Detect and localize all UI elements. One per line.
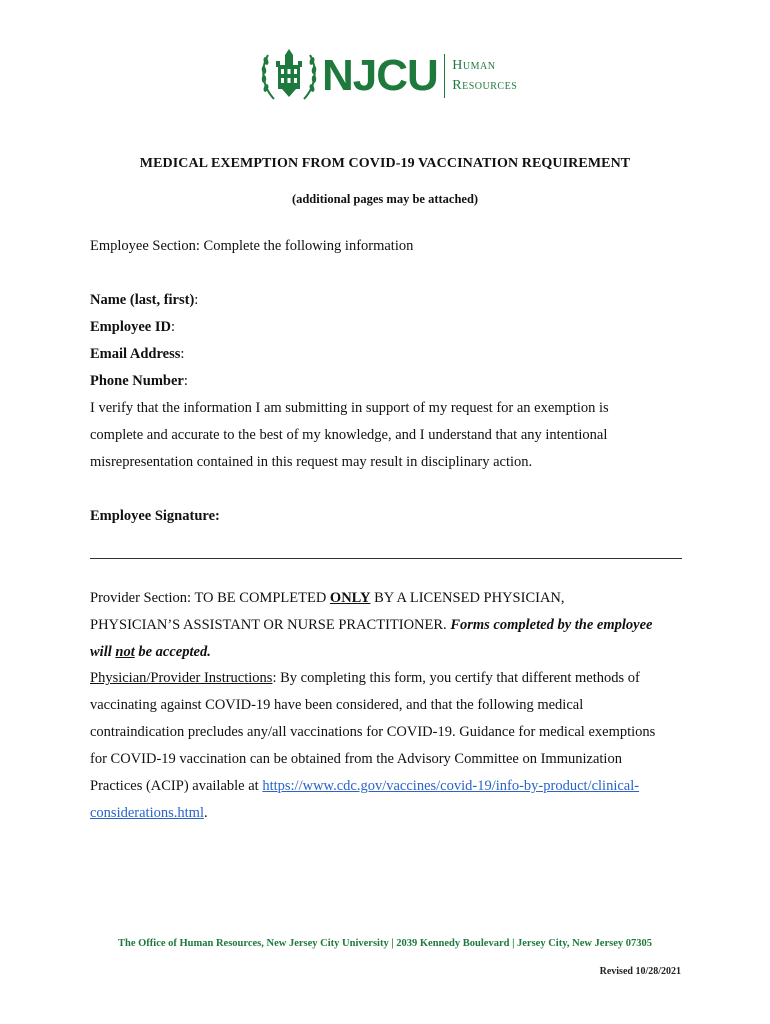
verify-text-line2: complete and accurate to the best of my knowledge, and I understand that any intentional bbox=[90, 427, 608, 443]
cdc-guidance-link[interactable]: https://www.cdc.gov/vaccines/covid-19/info-by-product/clinical- bbox=[262, 778, 640, 794]
logo-unit-name bbox=[452, 56, 517, 96]
email-field[interactable] bbox=[90, 346, 184, 363]
verify-text-line3: misrepresentation contained in this request may result in disciplinary action. bbox=[90, 454, 533, 470]
logo-unit-line1: Human bbox=[452, 58, 496, 73]
employee-id-colon: : bbox=[170, 319, 175, 335]
provider-line1-pre: Provider Section: TO BE COMPLETED bbox=[90, 590, 330, 606]
form-title: MEDICAL EXEMPTION FROM COVID-19 VACCINATION REQUIREMENT bbox=[139, 156, 631, 171]
name-colon: : bbox=[194, 292, 199, 308]
njcu-hr-logo bbox=[258, 44, 517, 108]
logo-unit-line2: Resources bbox=[452, 78, 518, 93]
provider-instructions-label: Physician/Provider Instructions bbox=[90, 670, 273, 686]
employee-id-label: Employee ID bbox=[90, 319, 171, 335]
phone-label: Phone Number bbox=[90, 373, 184, 389]
provider-instructions-line5 bbox=[90, 778, 639, 795]
provider-section-line3 bbox=[90, 644, 211, 661]
provider-line3-b: be accepted. bbox=[134, 644, 211, 660]
provider-only-emphasis: ONLY bbox=[329, 590, 371, 606]
page-footer: The Office of Human Resources, New Jersey City University | 2039 Kennedy Boulevard | Jersey City, New Jersey 07305 bbox=[117, 938, 653, 949]
provider-section-line1 bbox=[90, 590, 565, 607]
employee-id-field[interactable] bbox=[90, 319, 175, 336]
section-divider bbox=[90, 558, 682, 559]
employee-signature-field[interactable]: Employee Signature: bbox=[90, 508, 220, 524]
form-subtitle: (additional pages may be attached) bbox=[291, 192, 479, 206]
provider-period: . bbox=[203, 805, 208, 821]
employee-section-intro: Employee Section: Complete the following information bbox=[90, 238, 414, 254]
revision-date: Revised 10/28/2021 bbox=[599, 966, 681, 977]
logo-wordmark: NJCU bbox=[322, 51, 438, 100]
provider-line8-pre: Practices (ACIP) available at bbox=[90, 778, 263, 794]
email-colon: : bbox=[180, 346, 185, 362]
provider-not-emphasis: not bbox=[115, 644, 135, 660]
provider-section-line2 bbox=[90, 617, 652, 634]
provider-line1-post: BY A LICENSED PHYSICIAN, bbox=[370, 590, 565, 606]
name-label: Name (last, first) bbox=[90, 292, 195, 308]
provider-instructions-line6 bbox=[90, 805, 208, 822]
name-field[interactable] bbox=[90, 292, 198, 309]
verify-text-line1: I verify that the information I am submitting in support of my request for an exemption is bbox=[90, 400, 609, 416]
provider-instructions-line bbox=[90, 670, 640, 687]
provider-line2-pre: PHYSICIAN’S ASSISTANT OR NURSE PRACTITIONER. bbox=[90, 617, 451, 633]
laurel-crest-icon bbox=[258, 45, 320, 107]
logo-divider bbox=[444, 54, 446, 98]
provider-instructions-line4: for COVID-19 vaccination can be obtained from the Advisory Committee on Immunization bbox=[90, 751, 622, 767]
cdc-guidance-link-continued[interactable]: considerations.html bbox=[90, 805, 204, 821]
phone-field[interactable] bbox=[90, 373, 188, 390]
provider-instructions-line3: contraindication precludes any/all vaccinations for COVID-19. Guidance for medical exemptions bbox=[90, 724, 656, 740]
provider-line3-a: will bbox=[90, 644, 116, 660]
provider-warning-emphasis: Forms completed by the employee bbox=[450, 617, 653, 633]
phone-colon: : bbox=[183, 373, 188, 389]
email-label: Email Address bbox=[90, 346, 181, 362]
provider-instructions-line2: vaccinating against COVID-19 have been considered, and that the following medical bbox=[90, 697, 584, 713]
provider-instructions-rest: : By completing this form, you certify that different methods of bbox=[272, 670, 640, 686]
